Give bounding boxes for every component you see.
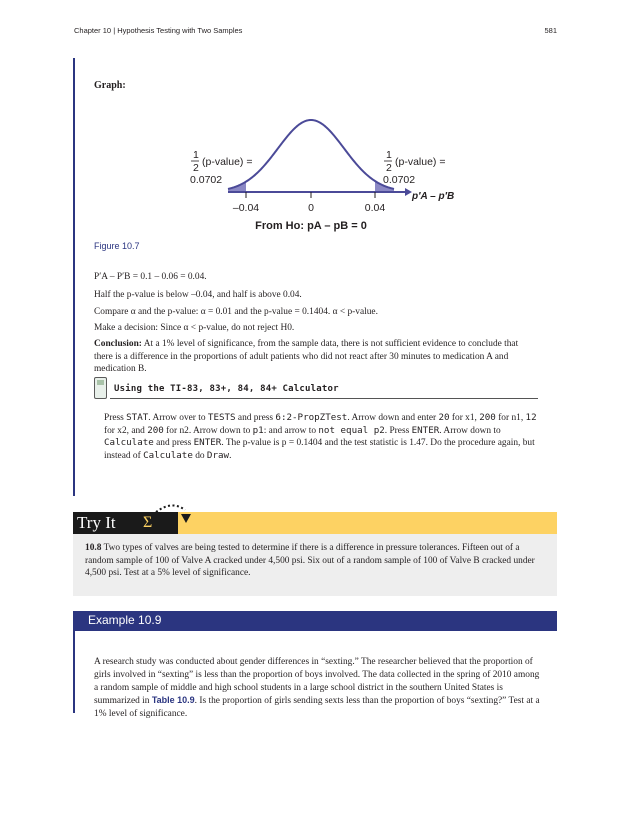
key-enter: ENTER <box>193 437 222 449</box>
left-fraction-denominator: 2 <box>193 162 199 174</box>
tick-left-label: –0.04 <box>232 202 260 214</box>
key-stat: STAT <box>126 412 149 423</box>
decision-line: Make a decision: Since α < p-value, do not reject H0. <box>94 323 295 333</box>
conclusion-text: At a 1% level of significance, from the sample data, there is not sufficient evidence to conclude that there is a difference in the proportions of adult patients who did not react after 30 minutes to medication A and medication B. <box>94 339 519 375</box>
try-it-exercise <box>85 542 547 580</box>
example-left-rule <box>73 58 75 496</box>
right-pvalue-label: (p-value) = <box>395 156 446 168</box>
half-pvalue-line: Half the p-value is below –0.04, and half is above 0.04. <box>94 290 302 300</box>
right-pvalue-value: 0.0702 <box>383 174 416 186</box>
key-2-propztest: 6:2-PropZTest <box>275 412 348 423</box>
example-text: A research study was conducted about gender differences in “sexting.” The researcher believed that the proportion of girls involved in “sexting” is less than the proportion of boys involved. The data collected in the spring of 2010 among a random sample of middle and high school students in a large school district in the southern United States is summarized in Table 10.9. Is the proportion of girls sending sexts less than the proportion of boys “sexting?” Test at a 1% level of significance. <box>94 657 540 719</box>
tick-mid-label: 0 <box>308 202 314 214</box>
graph-label: Graph: <box>94 80 126 91</box>
exercise-number: 10.8 <box>85 543 102 553</box>
figure-title: From Ho: pA – pB = 0 <box>255 220 367 232</box>
left-pvalue-value: 0.0702 <box>190 174 223 186</box>
tick-right-label: 0.04 <box>364 202 386 214</box>
table-10-9-link[interactable]: Table 10.9 <box>151 695 195 706</box>
bell-curve <box>228 120 394 189</box>
sigma-icon: Σ <box>143 514 153 531</box>
key-enter: ENTER <box>411 424 440 436</box>
calculator-instructions: Press STAT. Arrow over to TESTS and press 6:2-PropZTest. Arrow down and enter 20 for x1, 200 for n1, 12 for x2, and 200 for n2. Arrow down to p1: and arrow to not equal p2. Press ENTER. Arrow down to Calculate and press ENTER. The p-value is p = 0.1404 and the test statistic is 1.47. Do the procedure again, but instead of Calculate do Draw. <box>104 412 537 461</box>
calculator-section-title: Using the TI-83, 83+, 84, 84+ Calculator <box>114 384 339 394</box>
exercise-text: Two types of valves are being tested to determine if there is a difference in pressure tolerances. Fifteen out of a random sample of 100 of Valve A cracked under 4,500 psi. Six out of a random sample of 100 of Valve B cracked under 4,500 psi. Test at a 5% level of significance. <box>85 543 535 579</box>
calculator-title-rule <box>110 398 538 399</box>
normal-distribution-figure <box>150 110 480 235</box>
conclusion-label: Conclusion: <box>94 339 142 349</box>
right-fraction-denominator: 2 <box>386 162 392 174</box>
conclusion-paragraph <box>94 338 538 376</box>
calculator-icon <box>94 377 107 399</box>
difference-line: P′A – P′B = 0.1 – 0.06 = 0.04. <box>94 272 207 282</box>
x-axis-arrowhead <box>405 188 412 196</box>
left-fraction-numerator: 1 <box>193 149 199 161</box>
axis-variable-label: p′A – p′B <box>412 191 455 202</box>
right-fraction-numerator: 1 <box>386 149 392 161</box>
try-it-label: Try It <box>77 513 116 532</box>
figure-caption: Figure 10.7 <box>94 241 140 251</box>
compare-line: Compare α and the p-value: α = 0.01 and the p-value = 0.1404. α < p-value. <box>94 307 378 317</box>
page-number: 581 <box>544 26 557 35</box>
dotted-arrow-icon <box>150 498 195 530</box>
key-tests: TESTS <box>207 412 236 423</box>
left-pvalue-label: (p-value) = <box>202 156 253 168</box>
running-header-chapter: Chapter 10 | Hypothesis Testing with Two Samples <box>74 26 243 35</box>
example-title: Example 10.9 <box>88 613 162 627</box>
